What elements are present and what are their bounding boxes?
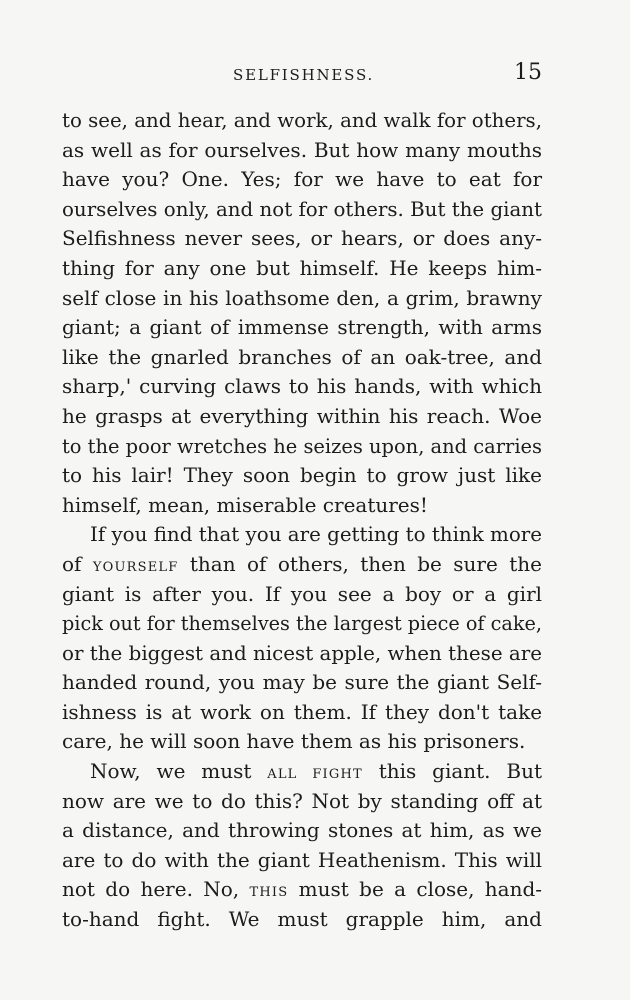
small-caps-word: THIS (249, 885, 289, 901)
text-segment: this giant. But (362, 759, 542, 784)
text-line (62, 875, 542, 905)
text-segment: than of others, then be sure the (178, 551, 542, 576)
text-line: now are we to do this? Not by standing off at (62, 788, 542, 813)
text-line: to-hand fight. We must grapple him, and (62, 907, 542, 932)
text-line: self close in his loathsome den, a grim, brawny (62, 285, 542, 310)
text-line: pick out for themselves the largest piece of cake, (62, 611, 543, 636)
text-line (62, 550, 542, 580)
body-text (62, 106, 542, 935)
text-line: have you? One. Yes; for we have to eat for (62, 167, 543, 192)
text-line: or the biggest and nicest apple, when these are (62, 640, 543, 665)
text-line: giant is after you. If you see a boy or a girl (62, 581, 543, 606)
text-line: a distance, and throwing stones at him, as we (62, 818, 542, 843)
text-line: sharp,' curving claws to his hands, with which (62, 374, 542, 399)
text-line: to his lair! They soon begin to grow just like (62, 463, 542, 488)
text-line: like the gnarled branches of an oak-tree, and (62, 344, 542, 369)
text-line: as well as for ourselves. But how many mouths (62, 137, 543, 162)
small-caps-word: YOURSELF (92, 559, 179, 575)
text-line: to see, and hear, and work, and walk for others, (62, 108, 542, 132)
text-segment: Now, we must (90, 759, 268, 784)
text-line: ishness is at work on them. If they don't take (62, 699, 543, 724)
text-line: giant; a giant of immense strength, with arms (62, 315, 542, 340)
text-segment: not do here. No, (62, 877, 250, 902)
text-line: to the poor wretches he seizes upon, and carries (62, 433, 543, 458)
text-line: himself, mean, miserable creatures! (62, 492, 428, 517)
text-line: he grasps at everything within his reach. Woe (62, 403, 542, 428)
text-segment: of (62, 551, 93, 576)
small-caps-word: ALL FIGHT (267, 767, 363, 783)
text-line: care, he will soon have them as his prisoners. (62, 729, 526, 754)
text-line: handed round, you may be sure the giant Self- (62, 670, 542, 695)
text-line: Selfishness never sees, or hears, or does any- (62, 226, 543, 251)
page-header (0, 60, 630, 90)
text-line: ourselves only, and not for others. But the giant (62, 196, 543, 221)
text-line: are to do with the giant Heathenism. This will (62, 847, 543, 872)
page-number: 15 (514, 60, 542, 85)
text-line (62, 757, 542, 787)
running-head: SELFISHNESS. (233, 66, 375, 84)
text-line: thing for any one but himself. He keeps him- (62, 255, 542, 280)
text-line: If you find that you are getting to think more (90, 522, 542, 547)
text-segment: must be a close, hand- (288, 877, 543, 902)
